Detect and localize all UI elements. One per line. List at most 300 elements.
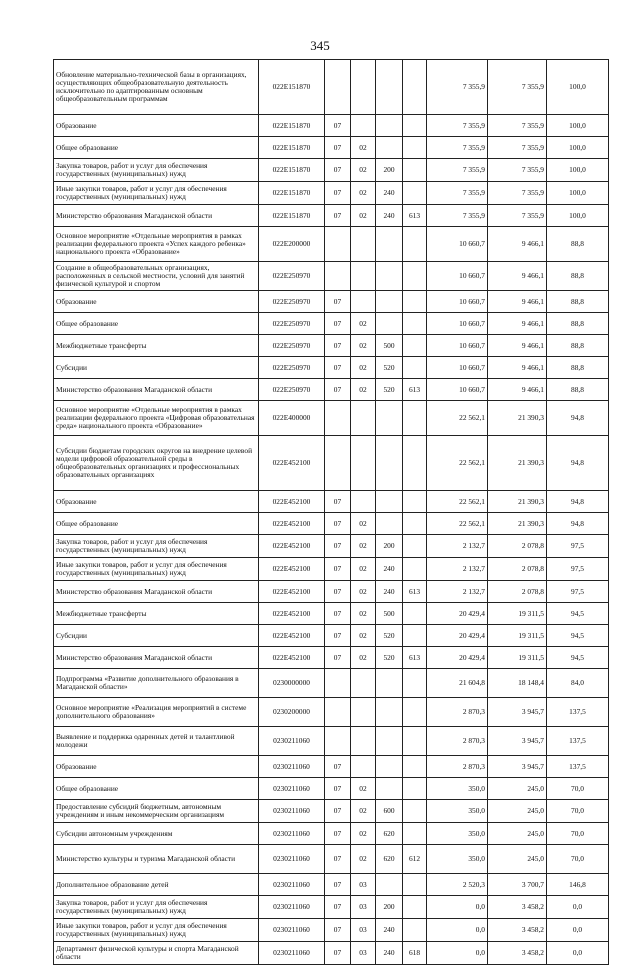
target-code-cell: 022E250970	[259, 291, 325, 313]
execution-percent-cell: 94,8	[547, 401, 609, 436]
executed-amount-cell: 7 355,9	[488, 205, 547, 227]
section-cell: 07	[325, 581, 351, 603]
executed-amount-cell: 9 466,1	[488, 357, 547, 379]
execution-percent-cell: 88,8	[547, 291, 609, 313]
target-code-cell: 0230211060	[259, 919, 325, 942]
table-row	[54, 603, 609, 625]
executed-amount-cell: 245,0	[488, 823, 547, 845]
section-cell: 07	[325, 335, 351, 357]
table-row	[54, 313, 609, 335]
planned-amount-cell: 20 429,4	[427, 625, 488, 647]
execution-percent-cell: 0,0	[547, 896, 609, 919]
planned-amount-cell: 2 132,7	[427, 535, 488, 558]
table-row	[54, 291, 609, 313]
execution-percent-cell: 88,8	[547, 227, 609, 262]
administrator-cell	[403, 800, 427, 823]
planned-amount-cell: 20 429,4	[427, 603, 488, 625]
subsection-cell: 02	[351, 581, 376, 603]
planned-amount-cell: 20 429,4	[427, 647, 488, 669]
expense-type-cell: 600	[376, 800, 403, 823]
section-cell	[325, 669, 351, 698]
execution-percent-cell: 100,0	[547, 159, 609, 182]
expense-type-cell: 520	[376, 625, 403, 647]
execution-percent-cell: 88,8	[547, 335, 609, 357]
administrator-cell: 613	[403, 647, 427, 669]
executed-amount-cell: 9 466,1	[488, 227, 547, 262]
target-code-cell: 0230211060	[259, 823, 325, 845]
execution-percent-cell: 0,0	[547, 919, 609, 942]
administrator-cell	[403, 535, 427, 558]
target-code-cell: 022E151870	[259, 115, 325, 137]
planned-amount-cell: 0,0	[427, 896, 488, 919]
expense-type-cell: 520	[376, 647, 403, 669]
execution-percent-cell: 100,0	[547, 137, 609, 159]
execution-percent-cell: 100,0	[547, 182, 609, 205]
target-code-cell: 022E250970	[259, 313, 325, 335]
execution-percent-cell: 94,5	[547, 647, 609, 669]
executed-amount-cell: 2 078,8	[488, 535, 547, 558]
section-cell: 07	[325, 896, 351, 919]
expense-type-cell	[376, 291, 403, 313]
executed-amount-cell: 3 458,2	[488, 919, 547, 942]
row-name-cell: Образование	[54, 756, 259, 778]
planned-amount-cell: 22 562,1	[427, 401, 488, 436]
execution-percent-cell: 94,5	[547, 625, 609, 647]
planned-amount-cell: 350,0	[427, 800, 488, 823]
section-cell: 07	[325, 491, 351, 513]
row-name-cell: Дополнительное образование детей	[54, 874, 259, 896]
row-name-cell: Субсидии	[54, 625, 259, 647]
subsection-cell	[351, 60, 376, 115]
executed-amount-cell: 9 466,1	[488, 291, 547, 313]
row-name-cell: Закупка товаров, работ и услуг для обеспечения государственных (муниципальных) нужд	[54, 896, 259, 919]
target-code-cell: 0230200000	[259, 698, 325, 727]
row-name-cell: Министерство культуры и туризма Магаданской области	[54, 845, 259, 874]
section-cell	[325, 262, 351, 291]
table-row	[54, 919, 609, 942]
row-name-cell: Закупка товаров, работ и услуг для обеспечения государственных (муниципальных) нужд	[54, 535, 259, 558]
expense-type-cell	[376, 115, 403, 137]
expense-type-cell: 520	[376, 357, 403, 379]
section-cell	[325, 227, 351, 262]
subsection-cell: 02	[351, 182, 376, 205]
row-name-cell: Подпрограмма «Развитие дополнительного образования в Магаданской области»	[54, 669, 259, 698]
expense-type-cell	[376, 756, 403, 778]
administrator-cell	[403, 401, 427, 436]
execution-percent-cell: 0,0	[547, 942, 609, 965]
subsection-cell: 02	[351, 357, 376, 379]
execution-percent-cell: 97,5	[547, 535, 609, 558]
executed-amount-cell: 19 311,5	[488, 603, 547, 625]
subsection-cell: 03	[351, 896, 376, 919]
table-row	[54, 698, 609, 727]
execution-percent-cell: 88,8	[547, 262, 609, 291]
subsection-cell	[351, 262, 376, 291]
planned-amount-cell: 10 660,7	[427, 357, 488, 379]
target-code-cell: 022E452100	[259, 535, 325, 558]
expense-type-cell: 240	[376, 558, 403, 581]
executed-amount-cell: 7 355,9	[488, 115, 547, 137]
administrator-cell	[403, 137, 427, 159]
subsection-cell: 02	[351, 603, 376, 625]
execution-percent-cell: 88,8	[547, 313, 609, 335]
table-row	[54, 60, 609, 115]
table-row	[54, 942, 609, 965]
row-name-cell: Иные закупки товаров, работ и услуг для обеспечения государственных (муниципальных) нужд	[54, 919, 259, 942]
planned-amount-cell: 10 660,7	[427, 313, 488, 335]
administrator-cell	[403, 558, 427, 581]
table-row	[54, 335, 609, 357]
subsection-cell: 02	[351, 313, 376, 335]
administrator-cell	[403, 919, 427, 942]
execution-percent-cell: 100,0	[547, 60, 609, 115]
executed-amount-cell: 21 390,3	[488, 513, 547, 535]
execution-percent-cell: 84,0	[547, 669, 609, 698]
table-row	[54, 647, 609, 669]
table-row	[54, 436, 609, 491]
planned-amount-cell: 2 132,7	[427, 581, 488, 603]
execution-percent-cell: 94,8	[547, 436, 609, 491]
table-row	[54, 845, 609, 874]
executed-amount-cell: 3 945,7	[488, 756, 547, 778]
target-code-cell: 0230211060	[259, 778, 325, 800]
section-cell: 07	[325, 823, 351, 845]
planned-amount-cell: 7 355,9	[427, 182, 488, 205]
executed-amount-cell: 3 458,2	[488, 942, 547, 965]
execution-percent-cell: 100,0	[547, 205, 609, 227]
section-cell	[325, 436, 351, 491]
executed-amount-cell: 7 355,9	[488, 159, 547, 182]
execution-percent-cell: 70,0	[547, 823, 609, 845]
row-name-cell: Выявление и поддержка одаренных детей и талантливой молодежи	[54, 727, 259, 756]
section-cell: 07	[325, 756, 351, 778]
subsection-cell: 02	[351, 647, 376, 669]
administrator-cell	[403, 335, 427, 357]
target-code-cell: 022E151870	[259, 205, 325, 227]
target-code-cell: 022E250970	[259, 262, 325, 291]
subsection-cell	[351, 756, 376, 778]
table-row	[54, 205, 609, 227]
subsection-cell: 03	[351, 942, 376, 965]
execution-percent-cell: 70,0	[547, 778, 609, 800]
target-code-cell: 022E151870	[259, 182, 325, 205]
table-row	[54, 182, 609, 205]
execution-percent-cell: 94,8	[547, 513, 609, 535]
administrator-cell	[403, 227, 427, 262]
executed-amount-cell: 245,0	[488, 845, 547, 874]
subsection-cell: 02	[351, 823, 376, 845]
section-cell: 07	[325, 182, 351, 205]
subsection-cell: 02	[351, 379, 376, 401]
administrator-cell	[403, 262, 427, 291]
expense-type-cell	[376, 227, 403, 262]
planned-amount-cell: 350,0	[427, 845, 488, 874]
administrator-cell	[403, 727, 427, 756]
row-name-cell: Министерство образования Магаданской области	[54, 379, 259, 401]
section-cell: 07	[325, 845, 351, 874]
section-cell: 07	[325, 115, 351, 137]
section-cell	[325, 401, 351, 436]
expense-type-cell: 200	[376, 535, 403, 558]
executed-amount-cell: 21 390,3	[488, 491, 547, 513]
target-code-cell: 022E250970	[259, 335, 325, 357]
administrator-cell	[403, 823, 427, 845]
table-row	[54, 581, 609, 603]
planned-amount-cell: 2 870,3	[427, 698, 488, 727]
administrator-cell	[403, 182, 427, 205]
subsection-cell	[351, 115, 376, 137]
table-row	[54, 874, 609, 896]
target-code-cell: 022E400000	[259, 401, 325, 436]
row-name-cell: Министерство образования Магаданской области	[54, 581, 259, 603]
expense-type-cell	[376, 401, 403, 436]
target-code-cell: 0230211060	[259, 756, 325, 778]
budget-table	[53, 59, 609, 965]
expense-type-cell: 240	[376, 581, 403, 603]
row-name-cell: Основное мероприятие «Отдельные мероприятия в рамках реализации федерального проекта «Успех каждого ребенка» национального проекта «Образование»	[54, 227, 259, 262]
section-cell: 07	[325, 558, 351, 581]
executed-amount-cell: 21 390,3	[488, 401, 547, 436]
target-code-cell: 022E200000	[259, 227, 325, 262]
subsection-cell	[351, 401, 376, 436]
execution-percent-cell: 100,0	[547, 115, 609, 137]
administrator-cell: 612	[403, 845, 427, 874]
administrator-cell	[403, 513, 427, 535]
expense-type-cell	[376, 778, 403, 800]
section-cell: 07	[325, 625, 351, 647]
section-cell: 07	[325, 313, 351, 335]
subsection-cell: 02	[351, 845, 376, 874]
expense-type-cell: 240	[376, 205, 403, 227]
executed-amount-cell: 245,0	[488, 800, 547, 823]
row-name-cell: Субсидии автономным учреждениям	[54, 823, 259, 845]
target-code-cell: 0230211060	[259, 845, 325, 874]
expense-type-cell	[376, 262, 403, 291]
section-cell: 07	[325, 137, 351, 159]
administrator-cell: 618	[403, 942, 427, 965]
section-cell	[325, 698, 351, 727]
expense-type-cell	[376, 698, 403, 727]
target-code-cell: 022E250970	[259, 379, 325, 401]
planned-amount-cell: 0,0	[427, 919, 488, 942]
table-row	[54, 896, 609, 919]
administrator-cell	[403, 115, 427, 137]
target-code-cell: 0230211060	[259, 874, 325, 896]
row-name-cell: Общее образование	[54, 513, 259, 535]
planned-amount-cell: 7 355,9	[427, 137, 488, 159]
executed-amount-cell: 19 311,5	[488, 625, 547, 647]
planned-amount-cell: 22 562,1	[427, 513, 488, 535]
executed-amount-cell: 18 148,4	[488, 669, 547, 698]
administrator-cell	[403, 669, 427, 698]
target-code-cell: 022E452100	[259, 513, 325, 535]
row-name-cell: Межбюджетные трансферты	[54, 335, 259, 357]
executed-amount-cell: 245,0	[488, 778, 547, 800]
subsection-cell	[351, 698, 376, 727]
administrator-cell	[403, 313, 427, 335]
expense-type-cell	[376, 727, 403, 756]
target-code-cell: 022E452100	[259, 491, 325, 513]
expense-type-cell: 500	[376, 603, 403, 625]
row-name-cell: Иные закупки товаров, работ и услуг для обеспечения государственных (муниципальных) нужд	[54, 558, 259, 581]
executed-amount-cell: 9 466,1	[488, 262, 547, 291]
subsection-cell: 02	[351, 159, 376, 182]
table-row	[54, 823, 609, 845]
planned-amount-cell: 7 355,9	[427, 115, 488, 137]
administrator-cell	[403, 357, 427, 379]
subsection-cell: 02	[351, 137, 376, 159]
expense-type-cell: 520	[376, 379, 403, 401]
execution-percent-cell: 70,0	[547, 845, 609, 874]
section-cell: 07	[325, 919, 351, 942]
row-name-cell: Общее образование	[54, 137, 259, 159]
execution-percent-cell: 94,8	[547, 491, 609, 513]
executed-amount-cell: 7 355,9	[488, 137, 547, 159]
section-cell: 07	[325, 603, 351, 625]
table-row	[54, 756, 609, 778]
execution-percent-cell: 94,5	[547, 603, 609, 625]
section-cell: 07	[325, 159, 351, 182]
execution-percent-cell: 137,5	[547, 698, 609, 727]
target-code-cell: 022E452100	[259, 625, 325, 647]
subsection-cell: 02	[351, 625, 376, 647]
table-row	[54, 401, 609, 436]
administrator-cell	[403, 159, 427, 182]
administrator-cell	[403, 625, 427, 647]
planned-amount-cell: 10 660,7	[427, 379, 488, 401]
expense-type-cell: 200	[376, 159, 403, 182]
administrator-cell	[403, 756, 427, 778]
row-name-cell: Межбюджетные трансферты	[54, 603, 259, 625]
target-code-cell: 0230211060	[259, 896, 325, 919]
administrator-cell	[403, 698, 427, 727]
row-name-cell: Субсидии	[54, 357, 259, 379]
row-name-cell: Образование	[54, 491, 259, 513]
target-code-cell: 0230211060	[259, 942, 325, 965]
table-row	[54, 535, 609, 558]
table-row	[54, 625, 609, 647]
section-cell: 07	[325, 291, 351, 313]
subsection-cell: 02	[351, 335, 376, 357]
target-code-cell: 0230211060	[259, 800, 325, 823]
executed-amount-cell: 3 945,7	[488, 727, 547, 756]
expense-type-cell: 620	[376, 823, 403, 845]
subsection-cell: 02	[351, 558, 376, 581]
subsection-cell	[351, 227, 376, 262]
expense-type-cell: 240	[376, 182, 403, 205]
subsection-cell: 02	[351, 205, 376, 227]
planned-amount-cell: 2 132,7	[427, 558, 488, 581]
planned-amount-cell: 10 660,7	[427, 335, 488, 357]
table-row	[54, 357, 609, 379]
section-cell	[325, 727, 351, 756]
table-row	[54, 778, 609, 800]
administrator-cell	[403, 60, 427, 115]
subsection-cell: 03	[351, 919, 376, 942]
row-name-cell: Общее образование	[54, 778, 259, 800]
administrator-cell: 613	[403, 205, 427, 227]
target-code-cell: 0230211060	[259, 727, 325, 756]
execution-percent-cell: 146,8	[547, 874, 609, 896]
row-name-cell: Создание в общеобразовательных организациях, расположенных в сельской местности, условий для занятий физической культурой и спортом	[54, 262, 259, 291]
execution-percent-cell: 97,5	[547, 581, 609, 603]
executed-amount-cell: 2 078,8	[488, 581, 547, 603]
planned-amount-cell: 7 355,9	[427, 205, 488, 227]
target-code-cell: 022E452100	[259, 436, 325, 491]
expense-type-cell	[376, 669, 403, 698]
executed-amount-cell: 7 355,9	[488, 60, 547, 115]
section-cell: 07	[325, 942, 351, 965]
subsection-cell: 03	[351, 874, 376, 896]
administrator-cell	[403, 436, 427, 491]
executed-amount-cell: 9 466,1	[488, 313, 547, 335]
planned-amount-cell: 2 870,3	[427, 727, 488, 756]
target-code-cell: 022E151870	[259, 137, 325, 159]
administrator-cell	[403, 874, 427, 896]
subsection-cell	[351, 727, 376, 756]
section-cell: 07	[325, 800, 351, 823]
expense-type-cell: 240	[376, 919, 403, 942]
table-row	[54, 379, 609, 401]
table-row	[54, 800, 609, 823]
table-row	[54, 262, 609, 291]
executed-amount-cell: 9 466,1	[488, 379, 547, 401]
page-number: 345	[310, 38, 330, 53]
execution-percent-cell: 137,5	[547, 727, 609, 756]
row-name-cell: Основное мероприятие «Отдельные мероприятия в рамках реализации федерального проекта «Цифровая образовательная среда» национального проекта «Образование»	[54, 401, 259, 436]
row-name-cell: Общее образование	[54, 313, 259, 335]
executed-amount-cell: 21 390,3	[488, 436, 547, 491]
table-row	[54, 227, 609, 262]
target-code-cell: 022E452100	[259, 603, 325, 625]
administrator-cell	[403, 896, 427, 919]
table-row	[54, 727, 609, 756]
expense-type-cell: 200	[376, 896, 403, 919]
row-name-cell: Образование	[54, 115, 259, 137]
target-code-cell: 022E452100	[259, 581, 325, 603]
row-name-cell: Закупка товаров, работ и услуг для обеспечения государственных (муниципальных) нужд	[54, 159, 259, 182]
target-code-cell: 022E452100	[259, 647, 325, 669]
planned-amount-cell: 21 604,8	[427, 669, 488, 698]
section-cell: 07	[325, 647, 351, 669]
section-cell: 07	[325, 778, 351, 800]
section-cell: 07	[325, 205, 351, 227]
subsection-cell: 02	[351, 800, 376, 823]
administrator-cell	[403, 778, 427, 800]
row-name-cell: Субсидии бюджетам городских округов на внедрение целевой модели цифровой образовательной среды в общеобразовательных организациях и профессиональных образовательных организациях	[54, 436, 259, 491]
execution-percent-cell: 137,5	[547, 756, 609, 778]
subsection-cell	[351, 491, 376, 513]
administrator-cell: 613	[403, 581, 427, 603]
administrator-cell: 613	[403, 379, 427, 401]
execution-percent-cell: 88,8	[547, 357, 609, 379]
subsection-cell: 02	[351, 513, 376, 535]
executed-amount-cell: 7 355,9	[488, 182, 547, 205]
subsection-cell	[351, 669, 376, 698]
planned-amount-cell: 350,0	[427, 778, 488, 800]
expense-type-cell	[376, 874, 403, 896]
table-row	[54, 491, 609, 513]
target-code-cell: 022E250970	[259, 357, 325, 379]
executed-amount-cell: 19 311,5	[488, 647, 547, 669]
row-name-cell: Обновление материально-технической базы в организациях, осуществляющих общеобразовательную деятельность исключительно по адаптированным основным общеобразовательным программам	[54, 60, 259, 115]
table-row	[54, 115, 609, 137]
execution-percent-cell: 97,5	[547, 558, 609, 581]
target-code-cell: 022E151870	[259, 159, 325, 182]
administrator-cell	[403, 491, 427, 513]
expense-type-cell	[376, 513, 403, 535]
expense-type-cell	[376, 436, 403, 491]
